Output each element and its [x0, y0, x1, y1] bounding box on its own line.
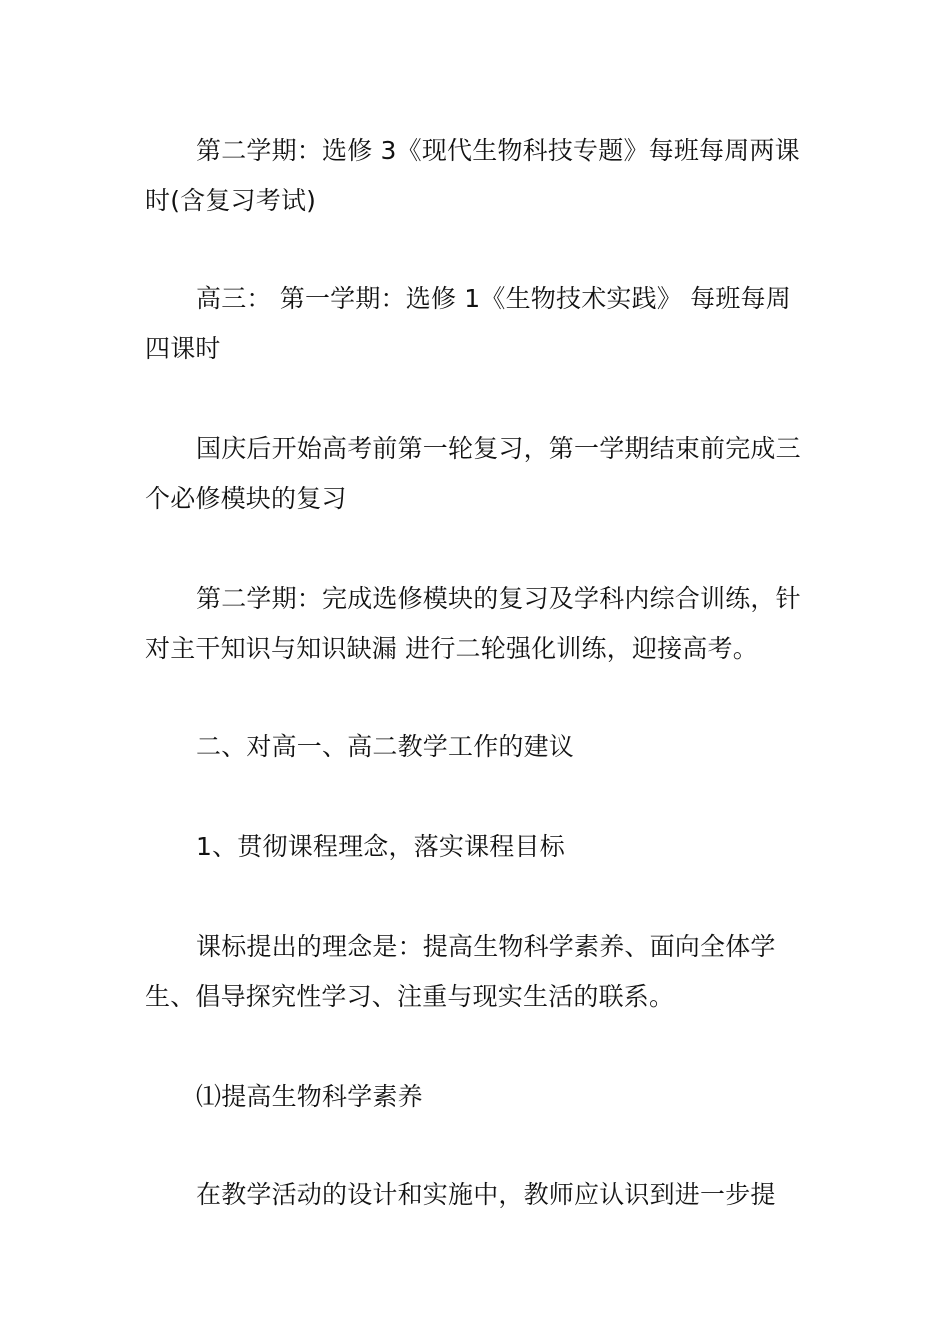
subheading-course-concept: 1、贯彻课程理念，落实课程目标	[196, 832, 565, 861]
paragraph-senior-three-first-semester: 高三： 第一学期：选修 1《生物技术实践》 每班每周四课时	[145, 284, 791, 363]
paragraph-first-round-review: 国庆后开始高考前第一轮复习，第一学期结束前完成三个必修模块的复习	[145, 434, 801, 513]
paragraph-teaching-activities: 在教学活动的设计和实施中，教师应认识到进一步提	[196, 1180, 776, 1209]
subheading-biological-literacy: ⑴提高生物科学素养	[196, 1082, 423, 1111]
paragraph-second-semester-elective-3: 第二学期：选修 3《现代生物科技专题》每班每周两课时(含复习考试)	[145, 136, 800, 215]
paragraph-second-semester-review: 第二学期：完成选修模块的复习及学科内综合训练，针对主干知识与知识缺漏 进行二轮强化训练，迎接高考。	[145, 584, 801, 663]
section-heading-suggestions: 二、对高一、高二教学工作的建议	[196, 732, 575, 761]
paragraph-curriculum-concepts: 课标提出的理念是：提高生物科学素养、面向全体学生、倡导探究性学习、注重与现实生活的联系。	[145, 932, 776, 1011]
